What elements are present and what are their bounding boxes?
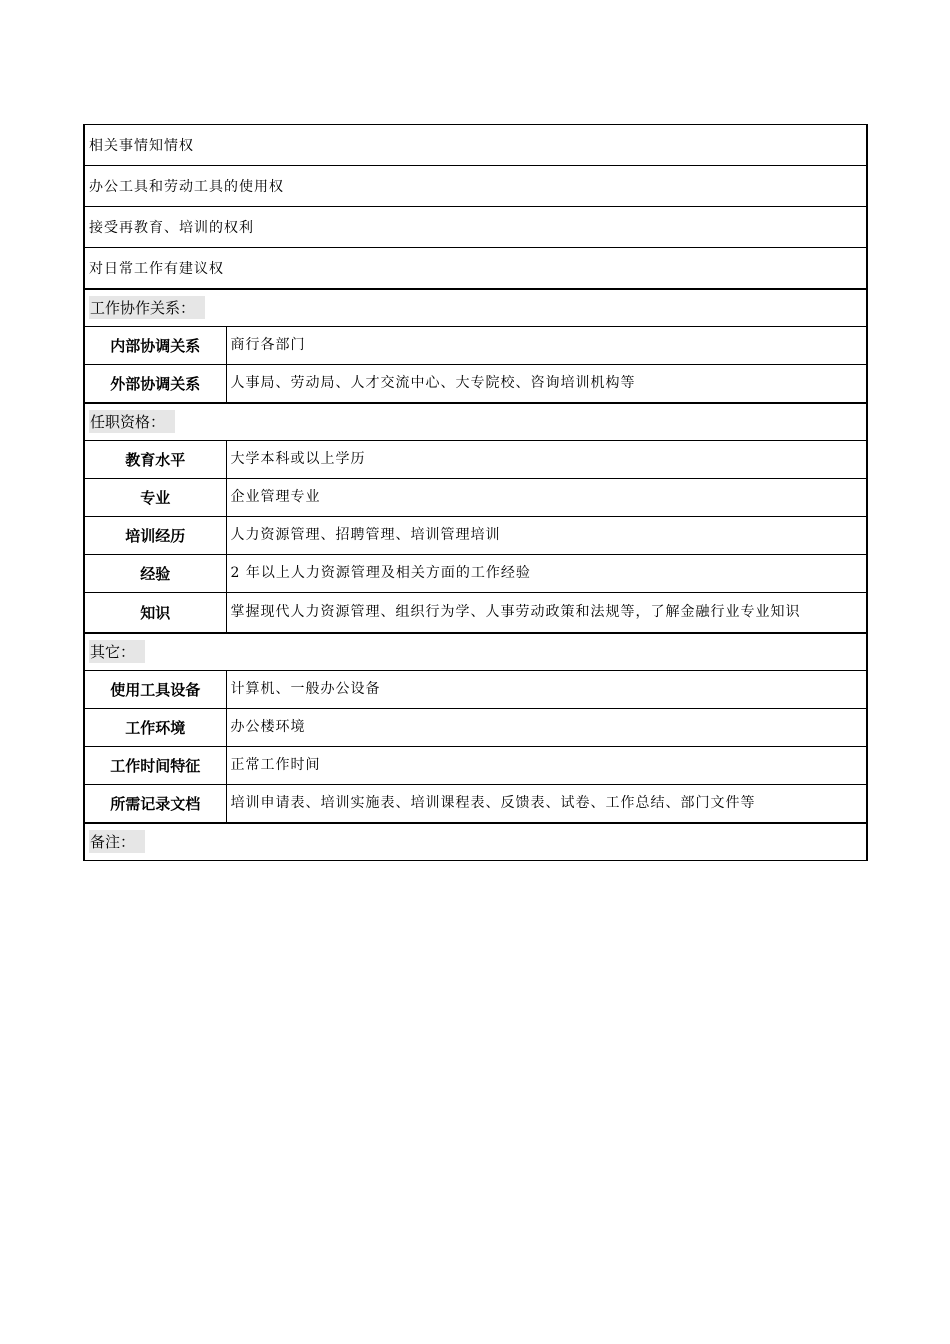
table-row (84, 747, 867, 785)
row-value: 培训申请表、培训实施表、培训课程表、反馈表、试卷、工作总结、部门文件等 (226, 785, 867, 823)
row-label: 专业 (84, 479, 226, 517)
section-qualification (84, 403, 867, 441)
table-row (84, 709, 867, 747)
row-label: 经验 (84, 555, 226, 593)
row-label: 培训经历 (84, 517, 226, 555)
table-row (84, 441, 867, 479)
row-label: 内部协调关系 (84, 327, 226, 365)
section-cooperation (84, 289, 867, 327)
row-value: 办公楼环境 (226, 709, 867, 747)
rights-row (84, 248, 867, 289)
table-row (84, 785, 867, 823)
row-value: 商行各部门 (226, 327, 867, 365)
table-row (84, 593, 867, 633)
row-label: 所需记录文档 (84, 785, 226, 823)
row-label: 工作时间特征 (84, 747, 226, 785)
rights-item: 对日常工作有建议权 (84, 248, 867, 289)
section-remarks (84, 823, 867, 861)
row-value: 人事局、劳动局、人才交流中心、大专院校、咨询培训机构等 (226, 365, 867, 403)
row-label: 知识 (84, 593, 226, 633)
row-value: 人力资源管理、招聘管理、培训管理培训 (226, 517, 867, 555)
rights-item: 接受再教育、培训的权利 (84, 207, 867, 248)
row-value: 2 年以上人力资源管理及相关方面的工作经验 (226, 555, 867, 593)
section-title-remarks: 备注： (89, 830, 145, 853)
section-title-qualification: 任职资格： (89, 410, 175, 433)
section-title-other: 其它： (89, 640, 145, 663)
table-row (84, 365, 867, 403)
table-row (84, 327, 867, 365)
row-value: 正常工作时间 (226, 747, 867, 785)
section-title-cooperation: 工作协作关系： (89, 296, 205, 319)
row-label: 使用工具设备 (84, 671, 226, 709)
table-row (84, 479, 867, 517)
rights-item: 办公工具和劳动工具的使用权 (84, 166, 867, 207)
rights-row (84, 166, 867, 207)
rights-item: 相关事情知情权 (84, 125, 867, 166)
section-other (84, 633, 867, 671)
row-label: 外部协调关系 (84, 365, 226, 403)
table-row (84, 671, 867, 709)
rights-row (84, 125, 867, 166)
row-label: 工作环境 (84, 709, 226, 747)
row-value: 大学本科或以上学历 (226, 441, 867, 479)
table-row (84, 517, 867, 555)
row-value: 企业管理专业 (226, 479, 867, 517)
rights-row (84, 207, 867, 248)
job-description-table (83, 124, 868, 861)
row-value: 计算机、一般办公设备 (226, 671, 867, 709)
table-row (84, 555, 867, 593)
row-value: 掌握现代人力资源管理、组织行为学、人事劳动政策和法规等，了解金融行业专业知识 (226, 593, 867, 633)
row-label: 教育水平 (84, 441, 226, 479)
